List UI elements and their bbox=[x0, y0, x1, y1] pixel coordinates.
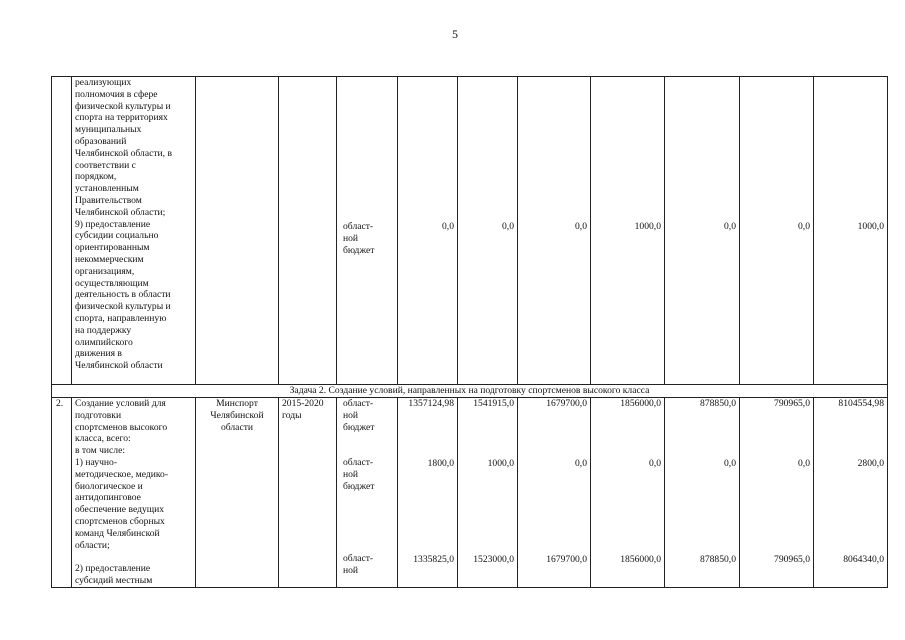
text-line: 9) предоставление bbox=[75, 218, 151, 230]
text-line: Челябинской области; bbox=[75, 206, 166, 218]
text-line: субсидий местным bbox=[75, 575, 153, 587]
value-sub2-2018: 1856000,0 bbox=[620, 553, 661, 565]
value-total: 1000,0 bbox=[857, 221, 884, 232]
value-sub2-sum: 8064340,0 bbox=[843, 553, 884, 565]
text-line: реализующих bbox=[75, 77, 132, 88]
text-line: спортсменов сборных bbox=[75, 515, 165, 527]
text-line: Минспорт bbox=[216, 398, 258, 409]
text-line: порядком, bbox=[75, 171, 117, 183]
value-2016: 0,0 bbox=[502, 221, 514, 232]
text-line: 2) предоставление bbox=[75, 563, 151, 575]
executor-text bbox=[199, 398, 275, 433]
value-cell bbox=[814, 398, 888, 588]
value-cell bbox=[398, 398, 458, 588]
value-sub2-2020: 790965,0 bbox=[774, 553, 810, 565]
page-number: 5 bbox=[452, 27, 458, 41]
funding-source-text bbox=[343, 553, 394, 577]
value-sub2-2019: 878850,0 bbox=[700, 553, 736, 565]
value-cell bbox=[458, 398, 518, 588]
text-line: физической культуры и bbox=[75, 100, 171, 112]
text-line: ной bbox=[343, 564, 359, 576]
value-total-2018: 1856000,0 bbox=[620, 398, 661, 409]
value-sub1-sum: 2800,0 bbox=[857, 457, 884, 469]
value-cell bbox=[518, 77, 591, 385]
funding-source-text bbox=[343, 398, 394, 433]
text-line: деятельность в области bbox=[75, 289, 171, 301]
value-sub1-2017: 0,0 bbox=[575, 457, 587, 469]
text-line: в том числе: bbox=[75, 445, 126, 457]
subitem-1-text bbox=[75, 457, 192, 551]
text-line: класса, всего: bbox=[75, 433, 131, 445]
text-line: обеспечение ведущих bbox=[75, 504, 165, 516]
period-cell bbox=[279, 77, 337, 385]
value-total-2020: 790965,0 bbox=[774, 398, 810, 409]
value-cell bbox=[398, 77, 458, 385]
value-sub1-2015: 1800,0 bbox=[427, 457, 454, 469]
task-header: Задача 2. Создание условий, направленных на подготовку спортсменов высокого класса bbox=[52, 385, 888, 398]
description-cell bbox=[72, 398, 196, 588]
text-line: области; bbox=[75, 539, 110, 551]
text-line: бюджет bbox=[343, 421, 375, 433]
text-line: спорта, направленную bbox=[75, 312, 167, 324]
text-line: ной bbox=[343, 469, 359, 481]
value-sub1-2019: 0,0 bbox=[724, 457, 736, 469]
text-line: полномочия в сфере bbox=[75, 88, 158, 100]
value-sub1-2018: 0,0 bbox=[649, 457, 661, 469]
text-line: Правительством bbox=[75, 194, 142, 206]
value-sub2-2017: 1679700,0 bbox=[546, 553, 587, 565]
text-line: олимпийского bbox=[75, 336, 133, 348]
text-line: на поддержку bbox=[75, 324, 132, 336]
value-sub1-2016: 1000,0 bbox=[487, 457, 514, 469]
source-cell bbox=[337, 77, 398, 385]
text-line: области bbox=[220, 421, 254, 433]
budget-table bbox=[51, 76, 888, 588]
text-line: ной bbox=[343, 409, 359, 421]
text-line: спорта на территориях bbox=[75, 112, 168, 124]
value-2017: 0,0 bbox=[575, 221, 587, 232]
row-number: 2. bbox=[56, 398, 64, 409]
value-total-2019: 878850,0 bbox=[700, 398, 736, 409]
text-line: антидопинговое bbox=[75, 492, 141, 504]
value-cell bbox=[518, 398, 591, 588]
text-line: ориентированным bbox=[75, 242, 150, 254]
value-cell bbox=[458, 77, 518, 385]
text-line: 1) научно- bbox=[75, 456, 118, 468]
text-line: биологическое и bbox=[75, 480, 143, 492]
text-line: методическое, медико- bbox=[75, 468, 169, 480]
row-number-cell bbox=[52, 398, 72, 588]
subitem-2-text bbox=[75, 563, 192, 587]
text-line: 2015-2020 bbox=[282, 398, 324, 409]
row-number-cell bbox=[52, 77, 72, 385]
value-2020: 0,0 bbox=[798, 221, 810, 232]
text-line: образований bbox=[75, 135, 127, 147]
text-line: движения в bbox=[75, 348, 122, 360]
value-cell bbox=[591, 77, 665, 385]
text-line: бюджет bbox=[343, 480, 375, 492]
value-2018: 1000,0 bbox=[634, 221, 661, 232]
table-row bbox=[52, 77, 888, 385]
executor-cell bbox=[196, 77, 279, 385]
value-2015: 0,0 bbox=[442, 221, 454, 232]
funding-source-text bbox=[343, 457, 394, 492]
description-cell bbox=[72, 77, 196, 385]
text-line: област- bbox=[343, 457, 374, 469]
period-text bbox=[282, 398, 333, 422]
value-cell bbox=[740, 398, 814, 588]
text-line: команд Челябинской bbox=[75, 527, 160, 539]
description-text bbox=[75, 77, 192, 372]
value-2019: 0,0 bbox=[724, 221, 736, 232]
text-line: муниципальных bbox=[75, 124, 142, 136]
value-sub2-2016: 1523000,0 bbox=[473, 553, 514, 565]
table-row bbox=[52, 398, 888, 588]
value-total-2015: 1357124,98 bbox=[408, 398, 454, 409]
value-total-2016: 1541915,0 bbox=[473, 398, 514, 409]
text-line: подготовки bbox=[75, 409, 122, 421]
value-cell bbox=[814, 77, 888, 385]
value-total-sum: 8104554,98 bbox=[838, 398, 884, 409]
value-cell bbox=[740, 77, 814, 385]
funding-source-text bbox=[343, 221, 394, 256]
executor-cell bbox=[196, 398, 279, 588]
text-line: соответствии с bbox=[75, 159, 136, 171]
text-line: некоммерческим bbox=[75, 253, 144, 265]
text-line: годы bbox=[282, 409, 302, 421]
text-line: Челябинской области, в bbox=[75, 147, 173, 159]
period-cell bbox=[279, 398, 337, 588]
text-line: област- bbox=[343, 398, 374, 409]
text-line: спортсменов высокого bbox=[75, 421, 168, 433]
value-cell bbox=[665, 77, 740, 385]
value-sub2-2015: 1335825,0 bbox=[413, 553, 454, 565]
task-header-row bbox=[52, 385, 888, 398]
text-line: физической культуры и bbox=[75, 301, 171, 313]
text-line: субсидии социально bbox=[75, 230, 159, 242]
source-cell bbox=[337, 398, 398, 588]
text-line: област- bbox=[343, 552, 374, 564]
text-line: Челябинской области bbox=[75, 360, 163, 372]
value-total-2017: 1679700,0 bbox=[546, 398, 587, 409]
text-line: осуществляющим bbox=[75, 277, 149, 289]
text-line: установленным bbox=[75, 183, 139, 195]
text-line: Челябинской bbox=[210, 409, 264, 421]
description-text bbox=[75, 398, 192, 457]
value-sub1-2020: 0,0 bbox=[798, 457, 810, 469]
text-line: Создание условий для bbox=[75, 398, 166, 409]
text-line: бюджет bbox=[343, 244, 375, 256]
text-line: област- bbox=[343, 221, 374, 232]
text-line: ной bbox=[343, 232, 359, 244]
value-cell bbox=[591, 398, 665, 588]
value-cell bbox=[665, 398, 740, 588]
text-line: организациям, bbox=[75, 265, 135, 277]
